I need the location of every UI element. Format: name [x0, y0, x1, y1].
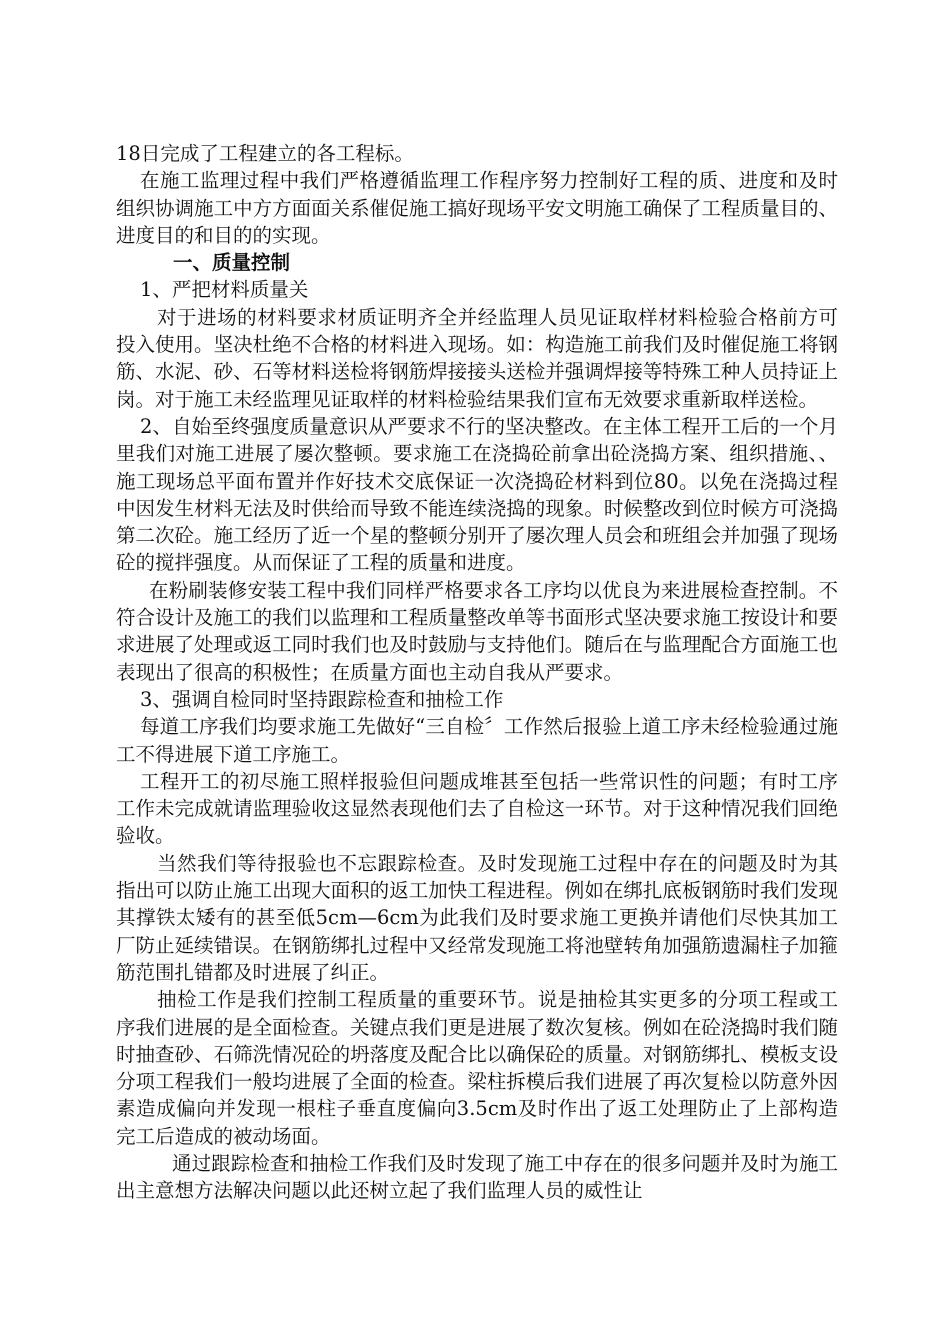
paragraph-completion-date: 18日完成了工程建立的各工程标。: [116, 142, 414, 165]
subheading-material-quality: 1、严把材料质量关: [140, 278, 309, 302]
paragraph-early-reports: 工程开工的初尽施工照样报验但问题成堆甚至包括一些常识性的问题；有时工序工作未完成就请监理验收这显然表现他们去了自检这一环节。对于这种情况我们回绝验收。: [116, 769, 838, 848]
paragraph-conclusion: 通过跟踪检查和抽检工作我们及时发现了施工中存在的很多问题并及时为施工出主意想方法解决问题以此还树立起了我们监理人员的威性让: [116, 1151, 838, 1203]
paragraph-supervision-overview: 在施工监理过程中我们严格遵循监理工作程序努力控制好工程的质、进度和及时组织协调施工中方方面面关系催促施工搞好现场平安文明施工确保了工程质量目的、进度目的和目的的实现。: [116, 169, 838, 247]
document-page: [116, 140, 838, 1205]
paragraph-tracking-inspection: 当然我们等待报验也不忘跟踪检查。及时发现施工过程中存在的问题及时为其指出可以防止施工出现大面积的返工加快工程进程。例如在绑扎底板钢筋时我们发现其撑铁太矮有的甚至低5cm—6cm为此我们及时要求施工更换并请他们尽快其加工厂防止延续错误。在钢筋绑扎过程中又经常发现施工将池壁转角加强筋遗漏柱子加箍筋范围扎错都及时进展了纠正。: [116, 851, 838, 984]
subheading-self-inspection: 3、强调自检同时坚持跟踪检查和抽检工作: [140, 687, 504, 711]
paragraph-three-self-checks: 每道工序我们均要求施工先做好“三自检〞工作然后报验上道工序未经检验通过施工不得进展下道工序施工。: [116, 715, 838, 766]
section-heading-quality-control: 一、质量控制: [173, 251, 291, 275]
paragraph-spot-check: 抽检工作是我们控制工程质量的重要环节。说是抽检其实更多的分项工程或工序我们进展的是全面检查。关键点我们更是进展了数次复核。例如在砼浇捣时我们随时抽查砂、石筛洗情况砼的坍落度及配合比以确保砼的质量。对钢筋绑扎、模板支设分项工程我们一般均进展了全面的检查。梁柱拆模后我们进展了再次复检以防意外因素造成偏向并发现一根柱子垂直度偏向3.5cm及时作出了返工处理防止了上部构造完工后造成的被动场面。: [116, 988, 838, 1148]
paragraph-material-inspection: 对于进场的材料要求材质证明齐全并经监理人员见证取样材料检验合格前方可投入使用。坚决杜绝不合格的材料进入现场。如：构造施工前我们及时催促施工将钢筋、水泥、砂、石等材料送检将钢筋焊接接头送检并强调焊接等特殊工种人员持证上岗。对于施工未经监理见证取样的材料检验结果我们宣布无效要求重新取样送检。: [116, 305, 838, 411]
paragraph-rectification: 2、自始至终强度质量意识从严要求不行的坚决整改。在主体工程开工后的一个月里我们对施工进展了屡次整顿。要求施工在浇捣砼前拿出砼浇捣方案、组织措施、、施工现场总平面布置并作好技术交底保证一次浇捣砼材料到位80。以免在浇捣过程中因发生材料无法及时供给而导致不能连续浇捣的现象。时候整改到位时候方可浇捣第二次砼。施工经历了近一个星的整顿分别开了屡次理人员会和班组会并加强了现场砼的搅拌强度。从而保证了工程的质量和进度。: [116, 414, 838, 575]
paragraph-plastering-installation: 在粉刷装修安装工程中我们同样严格要求各工序均以优良为来进展检查控制。不符合设计及施工的我们以监理和工程质量整改单等书面形式坚决要求施工按设计和要求进展了处理或返工同时我们也及时鼓励与支持他们。随后在与监理配合方面施工也表现出了很高的积极性；在质量方面也主动自我从严要求。: [116, 578, 838, 684]
